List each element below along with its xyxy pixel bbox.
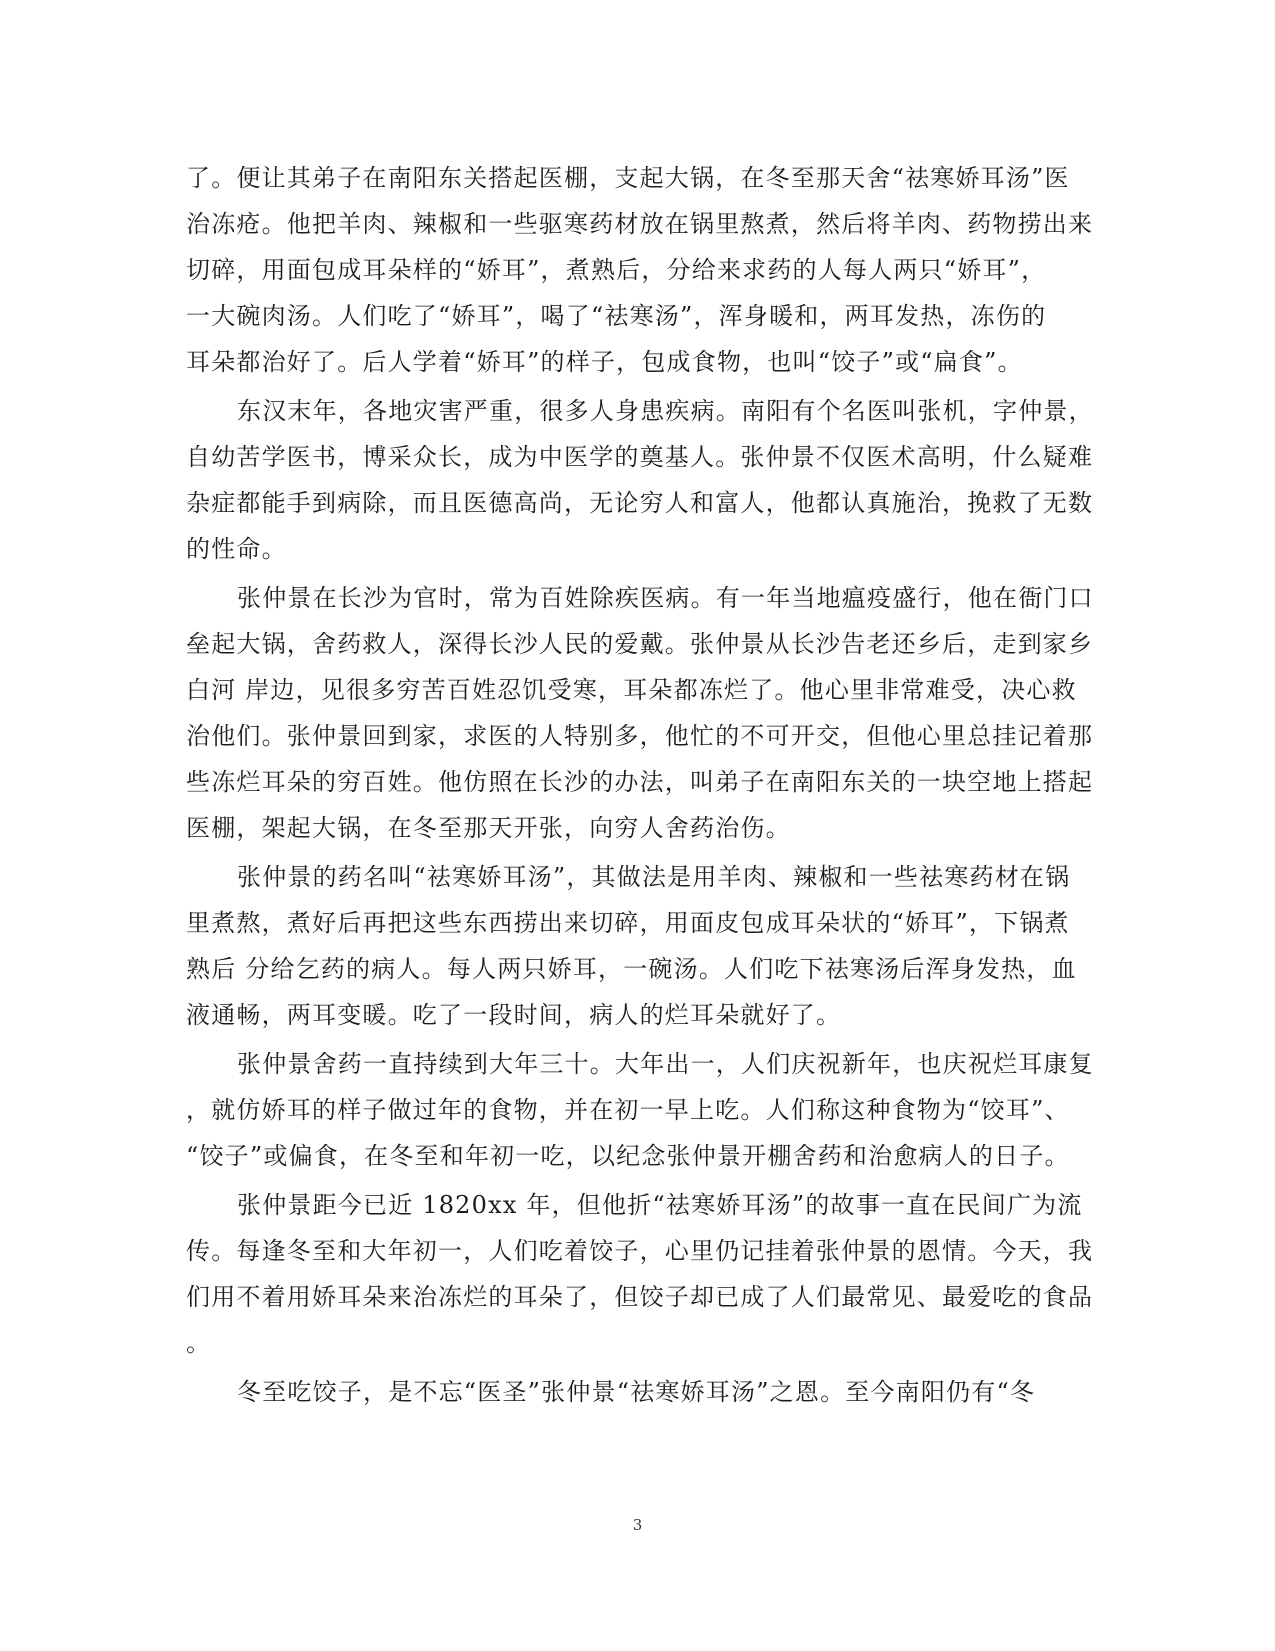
text-line: 传。每逢冬至和大年初一，人们吃着饺子，心里仍记挂着张仲景的恩情。今天，我: [186, 1237, 1094, 1265]
text-line: 熟后 分给乞药的病人。每人两只娇耳，一碗汤。人们吃下祛寒汤后浑身发热，血: [186, 955, 1077, 983]
paragraph-7: [186, 1369, 1085, 1415]
text-line: 里煮熬，煮好后再把这些东西捞出来切碎，用面皮包成耳朵状的“娇耳”，下锅煮: [186, 909, 1070, 937]
text-line: 张仲景的药名叫“祛寒娇耳汤”，其做法是用羊肉、辣椒和一些祛寒药材在锅: [237, 863, 1071, 891]
text-line: 垒起大锅，舍药救人，深得长沙人民的爱戴。张仲景从长沙告老还乡后，走到家乡: [186, 630, 1094, 658]
text-line: 。: [186, 1329, 212, 1357]
text-line: 张仲景在长沙为官时，常为百姓除疾医病。有一年当地瘟疫盛行，他在衙门口: [237, 584, 1094, 612]
text-line: 的性命。: [186, 535, 287, 563]
paragraph-2: [186, 388, 1094, 572]
text-line: 治他们。张仲景回到家，求医的人特别多，他忙的不可开交，但他心里总挂记着那: [186, 722, 1094, 750]
text-line: 东汉末年，各地灾害严重，很多人身患疾病。南阳有个名医叫张机，字仲景，: [237, 397, 1094, 425]
paragraph-3: [186, 575, 1094, 851]
text-line: 自幼苦学医书，博采众长，成为中医学的奠基人。张仲景不仅医术高明，什么疑难: [186, 443, 1094, 471]
text-line: 冬至吃饺子，是不忘“医圣”张仲景“祛寒娇耳汤”之恩。至今南阳仍有“冬: [237, 1378, 1036, 1406]
text-line: 耳朵都治好了。后人学着“娇耳”的样子，包成食物，也叫“饺子”或“扁食”。: [186, 348, 1023, 376]
text-line: 了。便让其弟子在南阳东关搭起医棚，支起大锅，在冬至那天舍“祛寒娇耳汤”医: [186, 164, 1070, 192]
text-line: 张仲景距今已近 1820xx 年，但他折“祛寒娇耳汤”的故事一直在民间广为流: [237, 1191, 1083, 1219]
text-line: 白河 岸边，见很多穷苦百姓忍饥受寒，耳朵都冻烂了。他心里非常难受，决心救: [186, 676, 1077, 704]
paragraph-5: [186, 1041, 1094, 1179]
text-line: 治冻疮。他把羊肉、辣椒和一些驱寒药材放在锅里熬煮，然后将羊肉、药物捞出来: [186, 210, 1094, 238]
text-line: “饺子”或偏食，在冬至和年初一吃，以纪念张仲景开棚舍药和治愈病人的日子。: [186, 1142, 1070, 1170]
text-line: 医棚，架起大锅，在冬至那天开张，向穷人舍药治伤。: [186, 814, 791, 842]
text-line: 液通畅，两耳变暖。吃了一段时间，病人的烂耳朵就好了。: [186, 1001, 842, 1029]
page-number: 3: [632, 1516, 643, 1534]
text-line: 们用不着用娇耳朵来治冻烂的耳朵了，但饺子却已成了人们最常见、最爱吃的食品: [186, 1283, 1094, 1311]
paragraph-6: [186, 1182, 1094, 1366]
paragraph-1: [186, 155, 1094, 385]
paragraph-4: [186, 854, 1085, 1038]
text-line: 张仲景舍药一直持续到大年三十。大年出一，人们庆祝新年，也庆祝烂耳康复: [237, 1050, 1094, 1078]
text-line: 些冻烂耳朵的穷百姓。他仿照在长沙的办法，叫弟子在南阳东关的一块空地上搭起: [186, 768, 1094, 796]
text-line: 切碎，用面包成耳朵样的“娇耳”，煮熟后，分给来求药的人每人两只“娇耳”，: [186, 256, 1047, 284]
text-line: 杂症都能手到病除，而且医德高尚，无论穷人和富人，他都认真施治，挽救了无数: [186, 489, 1094, 517]
text-line: ，就仿娇耳的样子做过年的食物，并在初一早上吃。人们称这种食物为“饺耳”、: [186, 1096, 1070, 1124]
text-line: 一大碗肉汤。人们吃了“娇耳”，喝了“祛寒汤”，浑身暖和，两耳发热，冻伤的: [186, 302, 1047, 330]
body-text: [186, 155, 1094, 1418]
